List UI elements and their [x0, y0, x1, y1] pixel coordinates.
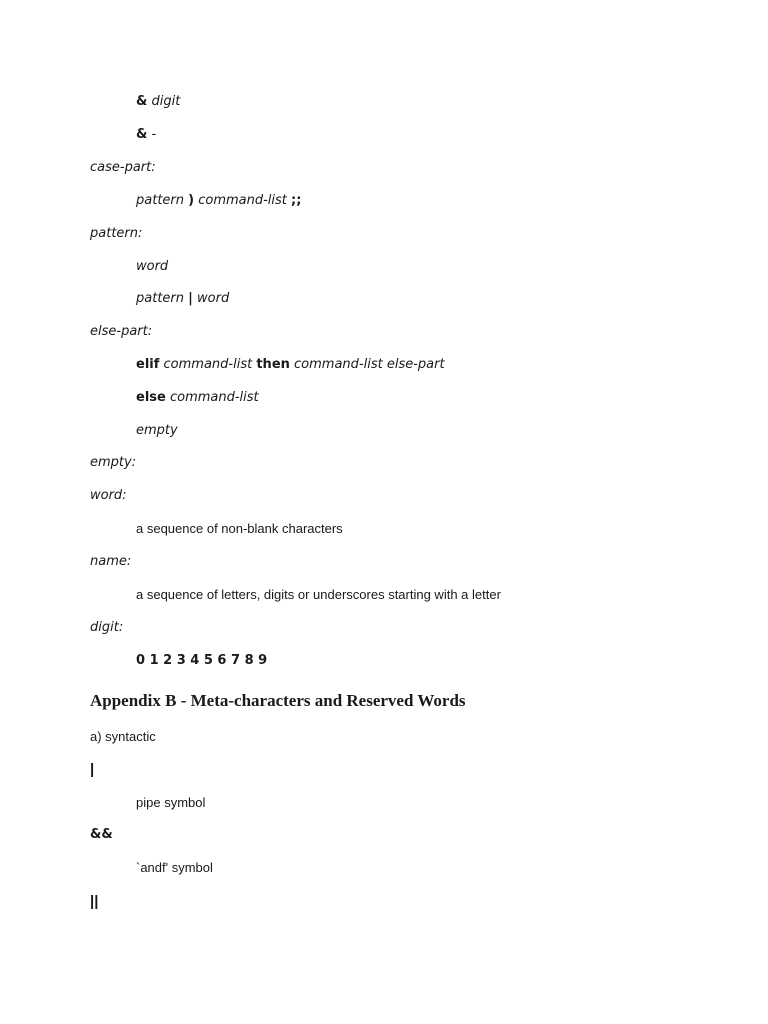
appendix-heading: Appendix B - Meta-characters and Reserved Words	[90, 691, 466, 710]
word-description: a sequence of non-blank characters	[136, 521, 343, 536]
else-part-term: else-part	[386, 357, 445, 372]
empty-label: empty:	[90, 455, 137, 470]
else-part-label: else-part:	[90, 324, 153, 339]
dash-term: -	[151, 127, 157, 142]
pipe-symbol: |	[90, 761, 95, 778]
name-description: a sequence of letters, digits or underscores starting with a letter	[136, 587, 501, 602]
else-rule	[136, 390, 259, 406]
double-semicolon: ;;	[291, 193, 302, 208]
elif-keyword: elif	[136, 357, 160, 372]
bar-operator: |	[188, 291, 193, 306]
pattern-alt-rule	[136, 291, 229, 307]
syntactic-label: a) syntactic	[90, 729, 156, 744]
grammar-line-amp-digit	[136, 94, 180, 110]
orf-symbol: ||	[90, 893, 99, 910]
amp-operator: &	[136, 127, 148, 142]
word-term: word	[197, 291, 230, 306]
then-keyword: then	[256, 357, 290, 372]
command-list-term: command-list	[198, 193, 287, 208]
pipe-description: pipe symbol	[136, 795, 206, 810]
grammar-line-amp-dash	[136, 127, 156, 143]
elif-rule	[136, 357, 445, 373]
name-label: name:	[90, 554, 132, 569]
pattern-term: pattern	[136, 291, 184, 306]
pattern-term: pattern	[136, 193, 184, 208]
case-part-label: case-part:	[90, 160, 156, 175]
digit-description: 0 1 2 3 4 5 6 7 8 9	[136, 653, 268, 668]
command-list-term: command-list	[163, 357, 253, 372]
amp-operator: &	[136, 94, 148, 109]
command-list-term: command-list	[294, 357, 383, 372]
pattern-word-rule: word	[136, 259, 169, 274]
andf-symbol: &&	[90, 827, 113, 842]
pattern-label: pattern:	[90, 226, 143, 241]
empty-rule: empty	[136, 423, 178, 438]
digit-term: digit	[151, 94, 181, 109]
case-part-rule	[136, 193, 301, 209]
word-label: word:	[90, 488, 127, 503]
andf-description: `andf' symbol	[136, 860, 213, 875]
else-keyword: else	[136, 390, 166, 405]
close-paren: )	[188, 193, 195, 208]
digit-label: digit:	[90, 620, 124, 635]
command-list-term: command-list	[169, 390, 259, 405]
